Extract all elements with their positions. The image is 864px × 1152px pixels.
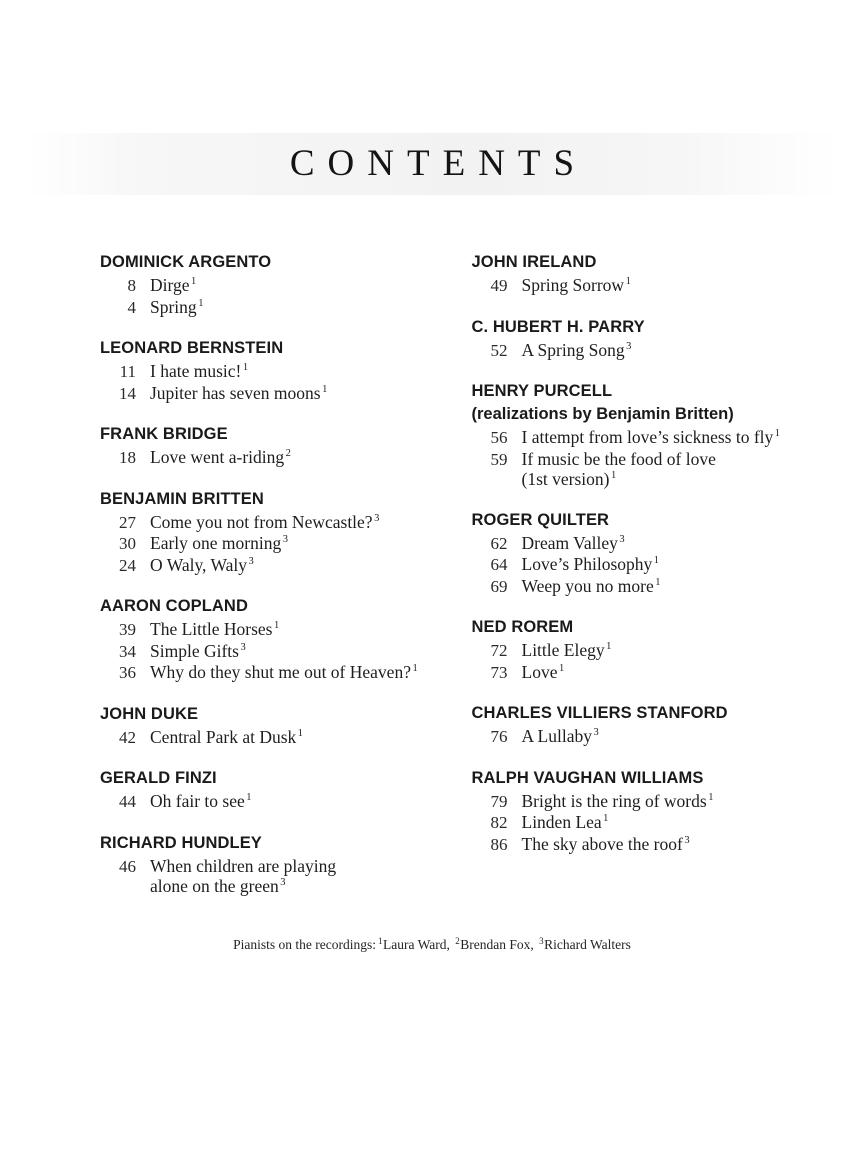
work-page-number: 14 xyxy=(119,383,136,403)
work-title: A Lullaby $^3$ xyxy=(521,726,599,746)
work-title: The Little Horses $^1$ xyxy=(150,619,280,639)
composer-group xyxy=(472,252,801,297)
pianist-reference: 3 xyxy=(282,534,288,546)
work-entry[interactable] xyxy=(472,427,801,449)
composer-name: AARON COPLAND xyxy=(100,597,248,615)
work-title: Central Park at Dusk $^1$ xyxy=(150,726,304,747)
composer-name-subtitle: (realizations by Benjamin Britten) xyxy=(471,405,734,423)
pianist-reference: 3 xyxy=(240,641,246,653)
work-title: I hate music! $^1$ xyxy=(150,361,249,381)
pianist-reference: 1 xyxy=(655,576,661,588)
work-title: Love $^1$ xyxy=(521,661,565,682)
work-entry[interactable] xyxy=(100,383,429,405)
work-title: Dirge $^1$ xyxy=(150,275,197,295)
work-title: Love’s Philosophy $^1$ xyxy=(521,554,660,574)
footnote-label: Pianists on the recordings: xyxy=(233,937,376,952)
pianist-reference: 3 xyxy=(280,877,286,889)
composer-group xyxy=(100,596,429,684)
work-title: Come you not from Newcastle? $^3$ xyxy=(150,511,380,532)
work-entry[interactable] xyxy=(472,449,801,490)
work-page-number: 18 xyxy=(119,448,136,467)
work-page-number: 49 xyxy=(490,276,508,295)
composer-name: NED ROREM xyxy=(471,618,574,636)
composer-name: CHARLES VILLIERS STANFORD xyxy=(471,704,728,722)
composer-group xyxy=(100,424,429,469)
composer-name: ROGER QUILTER xyxy=(471,510,610,529)
work-entry[interactable] xyxy=(472,275,801,297)
composer-group xyxy=(100,489,429,577)
work-entry[interactable] xyxy=(100,662,429,684)
composer-name: LEONARD BERNSTEIN xyxy=(100,339,284,357)
composer-group xyxy=(472,768,801,856)
pianist-reference: 1 xyxy=(625,276,631,288)
work-title: A Spring Song $^3$ xyxy=(521,339,632,360)
work-page-number: 79 xyxy=(490,791,508,811)
work-page-number: 24 xyxy=(119,555,136,575)
pianist-reference: 1 xyxy=(377,935,383,946)
pianist-reference: 3 xyxy=(684,834,690,846)
composer-group xyxy=(472,617,801,683)
work-entry[interactable] xyxy=(100,856,429,897)
work-page-number: 8 xyxy=(127,276,136,295)
work-title: Bright is the ring of words $^1$ xyxy=(521,790,714,811)
work-page-number: 46 xyxy=(119,856,136,876)
work-page-number: 30 xyxy=(119,534,136,553)
work-title xyxy=(150,856,429,897)
work-page-number: 39 xyxy=(119,620,136,639)
pianist-reference: 1 xyxy=(610,470,617,482)
pianist-reference: 3 xyxy=(248,555,254,567)
pianist-reference: 1 xyxy=(558,662,565,674)
work-page-number: 42 xyxy=(119,727,136,747)
work-title: The sky above the roof $^3$ xyxy=(521,833,690,854)
work-page-number: 56 xyxy=(490,428,508,447)
composer-group xyxy=(472,381,801,490)
work-entry[interactable] xyxy=(100,533,429,555)
pianist-reference: 1 xyxy=(653,555,660,567)
work-entry[interactable] xyxy=(100,297,429,319)
composer-group xyxy=(472,317,801,362)
composer-name: FRANK BRIDGE xyxy=(100,425,228,443)
pianist-reference: 1 xyxy=(246,792,252,804)
work-page-number: 4 xyxy=(127,297,136,317)
composer-name: BENJAMIN BRITTEN xyxy=(100,489,264,508)
work-entry[interactable] xyxy=(100,555,429,577)
composer-group xyxy=(100,768,429,813)
pianist-reference: 1 xyxy=(322,383,328,395)
work-title: Weep you no more $^1$ xyxy=(521,575,661,596)
composer-name: C. HUBERT H. PARRY xyxy=(471,317,645,336)
work-title: Spring $^1$ xyxy=(150,296,204,317)
work-title: Early one morning $^3$ xyxy=(150,533,288,553)
composer-group xyxy=(100,704,429,749)
work-entry[interactable] xyxy=(472,576,801,598)
work-entry[interactable] xyxy=(472,834,801,856)
work-title: Oh fair to see $^1$ xyxy=(150,791,252,811)
work-entry[interactable] xyxy=(472,340,801,362)
work-title-line: (1st version) $^1$ xyxy=(521,469,617,489)
pianists-footnote xyxy=(0,936,864,954)
composer-name: DOMINICK ARGENTO xyxy=(100,253,272,271)
work-title: I attempt from love’s sickness to fly $^1$ xyxy=(521,427,781,447)
work-page-number: 64 xyxy=(490,555,508,574)
work-page-number: 59 xyxy=(490,449,508,469)
work-page-number: 69 xyxy=(490,576,508,596)
work-page-number: 73 xyxy=(490,662,508,682)
work-entry[interactable] xyxy=(100,727,429,749)
pianist-reference: 1 xyxy=(273,620,280,632)
pianist-reference: 1 xyxy=(603,813,609,825)
work-page-number: 27 xyxy=(119,512,136,532)
work-page-number: 11 xyxy=(119,362,136,381)
work-title: Dream Valley $^3$ xyxy=(521,532,625,553)
composer-group xyxy=(472,703,801,748)
composer-group xyxy=(100,338,429,404)
pianist-reference: 1 xyxy=(242,362,249,374)
composer-name: RICHARD HUNDLEY xyxy=(100,833,262,852)
contents-columns xyxy=(100,252,800,897)
pianist-reference: 1 xyxy=(708,791,714,803)
work-page-number: 86 xyxy=(490,834,508,854)
work-title: Why do they shut me out of Heaven? $^1$ xyxy=(150,662,418,682)
work-entry[interactable] xyxy=(100,275,429,297)
work-entry[interactable] xyxy=(100,791,429,813)
pianist-name: Laura Ward, xyxy=(382,937,454,952)
composer-group xyxy=(472,510,801,598)
pianist-reference: 3 xyxy=(539,935,544,946)
composer-name: JOHN DUKE xyxy=(100,704,199,723)
work-title: O Waly, Waly $^3$ xyxy=(150,554,254,575)
contents-column-left xyxy=(100,252,429,897)
work-title: Spring Sorrow $^1$ xyxy=(521,275,631,295)
pianist-reference: 2 xyxy=(285,448,291,460)
work-page-number: 36 xyxy=(119,663,136,682)
work-entry[interactable] xyxy=(472,554,801,576)
work-entry[interactable] xyxy=(472,662,801,684)
work-entry[interactable] xyxy=(472,533,801,555)
work-title-line: If music be the food of love xyxy=(521,448,716,469)
work-entry[interactable] xyxy=(100,361,429,383)
work-page-number: 72 xyxy=(490,641,508,660)
work-page-number: 34 xyxy=(119,641,136,661)
pianist-reference: 1 xyxy=(412,663,418,675)
pianist-reference: 2 xyxy=(455,935,460,946)
work-entry[interactable] xyxy=(472,791,801,813)
composer-name: RALPH VAUGHAN WILLIAMS xyxy=(471,768,704,787)
work-entry[interactable] xyxy=(472,640,801,662)
pianist-reference: 1 xyxy=(297,727,304,739)
work-entry[interactable] xyxy=(100,619,429,641)
work-page-number: 44 xyxy=(119,792,136,811)
pianist-reference: 1 xyxy=(774,428,781,440)
work-entry[interactable] xyxy=(100,447,429,469)
pianist-reference: 1 xyxy=(191,276,197,288)
work-title: Little Elegy $^1$ xyxy=(521,640,612,660)
work-title xyxy=(522,449,801,490)
work-title-line: When children are playing xyxy=(150,855,337,876)
pianist-reference: 1 xyxy=(198,297,204,309)
work-title-line: alone on the green $^3$ xyxy=(150,876,286,896)
work-title: Simple Gifts $^3$ xyxy=(150,640,246,661)
pianist-reference: 1 xyxy=(606,641,612,653)
work-entry[interactable] xyxy=(472,812,801,834)
work-entry[interactable] xyxy=(100,512,429,534)
work-entry[interactable] xyxy=(472,726,801,748)
pianist-reference: 3 xyxy=(619,533,625,545)
page-title: CONTENTS xyxy=(289,143,588,184)
work-page-number: 52 xyxy=(490,340,508,360)
work-title: Jupiter has seven moons $^1$ xyxy=(150,382,328,403)
work-page-number: 62 xyxy=(490,533,508,553)
work-page-number: 76 xyxy=(490,727,508,746)
composer-group xyxy=(100,833,429,897)
composer-name: JOHN IRELAND xyxy=(471,253,597,271)
work-page-number: 82 xyxy=(490,813,508,832)
composer-name: GERALD FINZI xyxy=(100,769,217,787)
pianist-name: Brendan Fox, xyxy=(460,937,538,952)
pianist-name: Richard Walters xyxy=(544,937,631,952)
pianist-reference: 3 xyxy=(374,512,380,524)
work-title: Love went a-riding $^2$ xyxy=(150,447,291,467)
pianist-reference: 3 xyxy=(626,340,632,352)
composer-group xyxy=(100,252,429,318)
contents-column-right xyxy=(472,252,801,855)
pianist-reference: 3 xyxy=(593,727,599,739)
work-title: Linden Lea $^1$ xyxy=(521,812,609,832)
work-entry[interactable] xyxy=(100,641,429,663)
composer-name: HENRY PURCELL xyxy=(471,382,613,400)
